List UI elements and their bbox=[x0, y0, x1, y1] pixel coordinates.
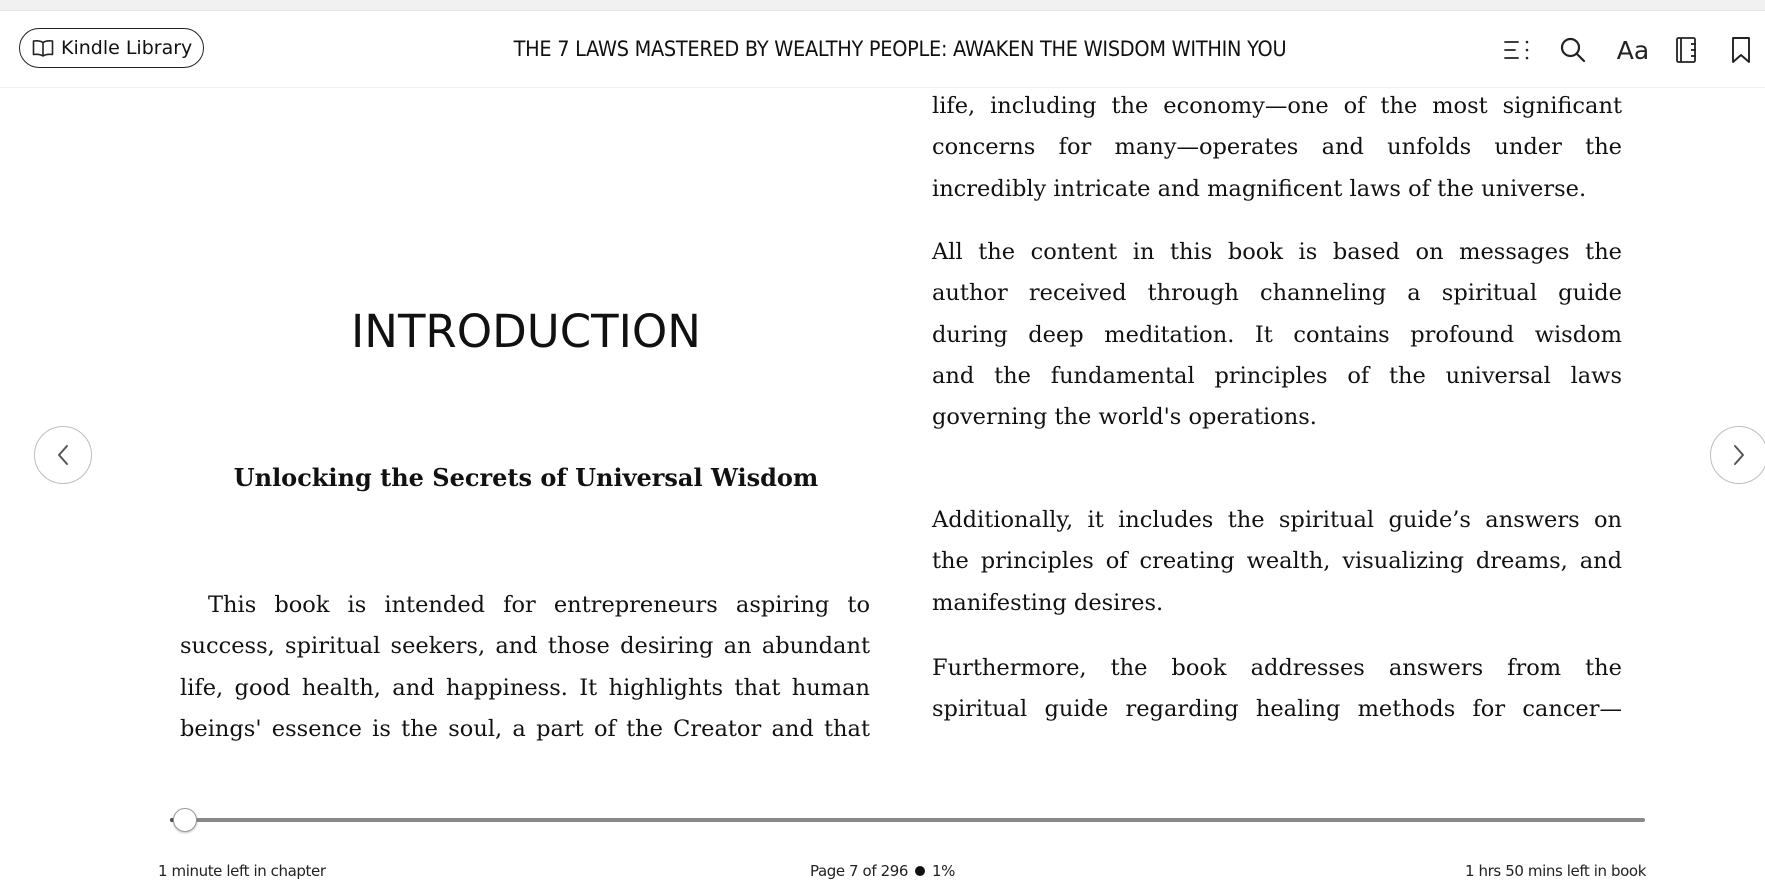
chevron-left-icon bbox=[55, 443, 71, 467]
reading-progress-handle[interactable] bbox=[173, 808, 197, 832]
chapter-subtitle: Unlocking the Secrets of Universal Wisdom bbox=[233, 463, 819, 492]
time-left-in-book: 1 hrs 50 mins left in book bbox=[1465, 862, 1646, 880]
search-button[interactable] bbox=[1555, 32, 1591, 68]
text-line: governing the world's operations. bbox=[932, 404, 1317, 431]
previous-page-button[interactable] bbox=[34, 426, 92, 484]
open-book-icon bbox=[32, 39, 54, 57]
search-icon bbox=[1559, 36, 1587, 64]
font-settings-button[interactable]: Aa bbox=[1616, 35, 1650, 65]
text-line: spiritual guide regarding healing methods for cancer— bbox=[932, 696, 1622, 723]
text-line: the principles of creating wealth, visualizing dreams, and bbox=[932, 548, 1622, 575]
notebook-button[interactable] bbox=[1668, 32, 1704, 68]
kindle-library-label: Kindle Library bbox=[61, 37, 193, 59]
right-page-paragraph-1 bbox=[932, 86, 1622, 210]
separator-dot bbox=[915, 866, 925, 876]
browser-top-strip bbox=[0, 0, 1765, 11]
reading-progress-bar[interactable] bbox=[170, 818, 1645, 822]
text-line: All the content in this book is based on messages the bbox=[932, 239, 1622, 265]
table-of-contents-icon bbox=[1503, 38, 1531, 62]
left-page-paragraph bbox=[180, 585, 870, 750]
next-page-button[interactable] bbox=[1710, 426, 1765, 484]
book-title: THE 7 LAWS MASTERED BY WEALTHY PEOPLE: AWAKEN THE WISDOM WITHIN YOU bbox=[513, 37, 1287, 61]
text-line: author received through channeling a spiritual guide bbox=[932, 280, 1622, 307]
right-page-paragraph-2 bbox=[932, 232, 1622, 438]
text-line: success, spiritual seekers, and those desiring an abundant bbox=[180, 633, 870, 660]
chevron-right-icon bbox=[1731, 443, 1747, 467]
table-of-contents-button[interactable] bbox=[1499, 32, 1535, 68]
text-line: incredibly intricate and magnificent laws of the universe. bbox=[932, 175, 1587, 202]
bookmark-button[interactable] bbox=[1723, 32, 1759, 68]
reader-header bbox=[0, 11, 1765, 88]
kindle-library-button[interactable] bbox=[19, 28, 204, 68]
chapter-heading: INTRODUCTION bbox=[351, 305, 701, 358]
text-line: and the fundamental principles of the universal laws bbox=[932, 362, 1622, 389]
text-line: during deep meditation. It contains profound wisdom bbox=[932, 321, 1622, 348]
notebook-icon bbox=[1675, 36, 1697, 64]
right-page-paragraph-3 bbox=[932, 500, 1622, 624]
page-location bbox=[740, 862, 1025, 880]
percent-read: 1% bbox=[932, 862, 956, 880]
time-left-in-chapter: 1 minute left in chapter bbox=[158, 862, 326, 880]
text-line: This book is intended for entrepreneurs aspiring to bbox=[208, 592, 870, 618]
bookmark-icon bbox=[1731, 36, 1751, 64]
text-line: Additionally, it includes the spiritual guide’s answers on bbox=[932, 507, 1622, 533]
page-number: Page 7 of 296 bbox=[809, 862, 909, 880]
text-line: life, good health, and happiness. It highlights that human bbox=[180, 674, 870, 701]
text-line: life, including the economy—one of the most significant bbox=[932, 93, 1622, 119]
text-line: Furthermore, the book addresses answers from the bbox=[932, 655, 1622, 681]
right-page-paragraph-4 bbox=[932, 648, 1622, 731]
text-line: beings' essence is the soul, a part of the Creator and that bbox=[180, 715, 870, 742]
text-line: manifesting desires. bbox=[932, 589, 1164, 616]
text-line: concerns for many—operates and unfolds under the bbox=[932, 134, 1622, 161]
